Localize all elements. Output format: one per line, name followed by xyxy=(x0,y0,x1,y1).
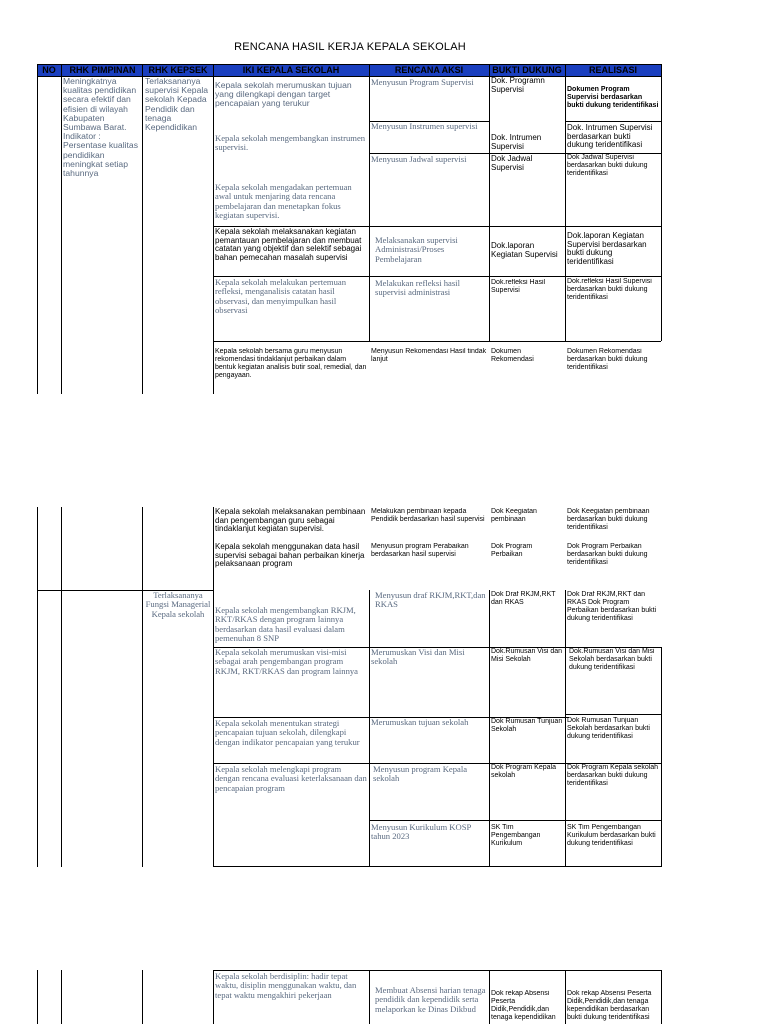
rhk-pimpinan-text: Meningkatnya kualitas pendidikan secara efektif dan efisien di wilayah Kabupaten Sumbawa Barat. Indikator : Persentase kualitas pendidikan meningkat setiap tahunnya xyxy=(63,77,138,179)
aksi-row-6: Menyusun Rekomendasi Hasil tindak lanjut xyxy=(371,348,487,363)
realisasi-row-12: Dok Program Kepala sekolah berdasarkan bukti dukung teridentifikasi xyxy=(567,764,659,787)
iki-row-5: Kepala sekolah melakukan pertemuan refleksi, menganalisis catatan hasil observasi, dan menyimpulkan hasil observasi xyxy=(215,278,347,316)
aksi-row-8: Menyusun program Perabaikan berdasarkan hasil supervisi xyxy=(371,543,469,558)
iki-row-1: Kepala sekolah merumuskan tujuan yang dilengkapi dengan target pencapaian yang terukur xyxy=(215,81,352,109)
aksi-row-4: Melaksanakan supervisi Administrasi/Proses Pembelajaran xyxy=(375,236,458,264)
header-rencana-aksi: RENCANA AKSI xyxy=(394,65,464,75)
realisasi-row-13: SK Tim Pengembangan Kurikulum berdasarkan bukti dukung teridentifikasi xyxy=(567,824,656,847)
rhk-kepsek-text: Terlaksananya supervisi Kepala sekolah Kepada Pendidik dan tenaga Kependidikan xyxy=(145,77,209,133)
bukti-row-12: Dok Program Kepala sekolah xyxy=(491,764,556,779)
bukti-row-8: Dok Program Perbaikan xyxy=(491,543,533,558)
realisasi-row-6: Dokumen Rekomendasi berdasarkan bukti dukung teridentifikasi xyxy=(567,348,648,371)
aksi-row-5: Melakukan refleksi hasil supervisi administrasi xyxy=(375,279,460,298)
iki-row-3: Kepala sekolah mengadakan pertemuan awal untuk menjaring data rencana pembelajaran dan menetapkan fokus kegiatan supervisi. xyxy=(215,183,352,221)
bukti-row-3: Dok Jadwal Supervisi xyxy=(491,155,533,172)
realisasi-row-11: Dok Rumusan Tunjuan Sekolah berdasarkan bukti dukung teridentifikasi xyxy=(567,717,650,740)
bukti-row-14: Dok rekap Absensi Peserta Didik,Pendidik,dan tenaga kependidikan xyxy=(491,990,556,1021)
iki-row-2: Kepala sekolah mengembangkan instrumen supervisi. xyxy=(215,134,366,153)
aksi-row-13: Menyusun Kurikulum KOSP tahun 2023 xyxy=(371,823,471,842)
aksi-row-12: Menyusun program Kepala sekolah xyxy=(373,765,468,784)
iki-row-6: Kepala sekolah bersama guru menyusun rekomendasi tindaklanjut perbaikan dalam bentuk kegiatan analisis butir soal, remedial, dan pengayaan. xyxy=(215,348,367,379)
iki-row-11: Kepala sekolah menentukan strategi pencapaian tujuan sekolah, dilengkapi dengan indikator pencapaian yang terukur xyxy=(215,719,360,747)
realisasi-row-8: Dok Program Perbaikan berdasarkan bukti dukung teridentifikasi xyxy=(567,543,648,566)
iki-row-12: Kepala sekolah melengkapi program dengan rencana evaluasi keterlaksanaan dan pencapaian program xyxy=(215,765,367,793)
document-title: RENCANA HASIL KERJA KEPALA SEKOLAH xyxy=(234,41,466,53)
bukti-row-13: SK Tim Pengembangan Kurikulum xyxy=(491,824,541,847)
realisasi-row-4: Dok.laporan Kegiatan Supervisi berdasarkan bukti dukung teridentifikasi xyxy=(567,232,647,266)
aksi-row-7: Melakukan pembinaan kepada Pendidik berdasarkan hasil supervisi xyxy=(371,508,485,523)
header-rhk-pimpinan: RHK PIMPINAN xyxy=(69,65,136,75)
rhk-kepsek-managerial: Terlaksananya Fungsi Managerial Kepala sekolah xyxy=(145,591,211,619)
header-bukti-dukung: BUKTI DUKUNG xyxy=(492,65,562,75)
bukti-row-9: Dok Draf RKJM,RKT dan RKAS xyxy=(491,591,556,606)
aksi-row-14: Membuat Absensi harian tenaga pendidik dan kependidik serta melaporkan ke Dinas Dikbud xyxy=(375,986,486,1014)
bukti-row-6: Dokumen Rekomendasi xyxy=(491,348,534,363)
realisasi-row-1: Dokumen Program Supervisi berdasarkan bukti dukung teridentifikasi xyxy=(567,86,659,109)
aksi-row-1: Menyusun Program Supervisi xyxy=(371,78,474,87)
aksi-row-9: Menyusun draf RKJM,RKT,dan RKAS xyxy=(375,591,486,610)
iki-row-8: Kepala sekolah menggunakan data hasil supervisi sebagai bahan perbaikan kinerja pelaksanaan program xyxy=(215,543,365,569)
bukti-row-7: Dok Keegiatan pembinaan xyxy=(491,508,537,523)
iki-row-14: Kepala sekolah berdisiplin: hadir tepat waktu, disiplin menggunakan waktu, dan tepat waktu mengakhiri pekerjaan xyxy=(215,972,357,1000)
iki-row-4: Kepala sekolah melaksanakan kegiatan pemantauan pembelajaran dan membuat catatan yang objektif dan selektif sebagai bahan pemecahan masalah supervisi xyxy=(215,228,362,262)
bukti-row-2: Dok. Intrumen Supervisi xyxy=(491,134,542,151)
bukti-row-1: Dok. Programn Supervisi xyxy=(491,77,545,94)
iki-row-7: Kepala sekolah melaksanakan pembinaan dan pengembangan guru sebagai tindaklanjut kegiatan supervisi. xyxy=(215,508,366,534)
bukti-row-4: Dok.laporan Kegiatan Supervisi xyxy=(491,242,558,259)
header-rhk-kepsek: RHK KEPSEK xyxy=(148,65,208,75)
aksi-row-11: Merumuskan tujuan sekolah xyxy=(371,718,469,727)
bukti-row-11: Dok Rumusan Tunjuan Sekolah xyxy=(491,718,563,733)
iki-row-10: Kepala sekolah merumuskan visi-misi sebagai arah pengembangan program RKJM, RKT/RKAS dan program lainnya xyxy=(215,648,358,676)
realisasi-row-3: Dok Jadwal Supervisi berdasarkan bukti dukung teridentifikasi xyxy=(567,154,648,177)
iki-row-9: Kepala sekolah mengembangkan RKJM, RKT/RKAS dengan program lainnya berdasarkan data hasil evaluasi dalam pemenuhan 8 SNP xyxy=(215,606,356,644)
realisasi-row-2: Dok. Intrumen Supervisi berdasarkan bukti dukung teridentifikasi xyxy=(567,124,653,150)
aksi-row-10: Merumuskan Visi dan Misi sekolah xyxy=(371,648,465,667)
realisasi-row-7: Dok Keegiatan pembinaan berdasarkan bukti dukung teridentifikasi xyxy=(567,508,650,531)
aksi-row-2: Menyusun Instrumen supervisi xyxy=(371,122,478,131)
realisasi-row-14: Dok rekap Absensi Peserta Didik,Pendidik,dan tenaga kependidikan berdasarkan bukti dukung teridentifikasi xyxy=(567,990,652,1021)
bukti-row-5: Dok.refleksi Hasil Supervisi xyxy=(491,279,546,294)
bukti-row-10: Dok.Rumusan Visi dan Misi Sekolah xyxy=(491,648,563,663)
header-iki: IKI KEPALA SEKOLAH xyxy=(242,65,340,75)
realisasi-row-9: Dok Draf RKJM,RKT dan RKAS Dok Program Perbaikan berdasarkan bukti dukung teridentifikasi xyxy=(567,591,657,622)
header-no: NO xyxy=(42,65,56,75)
header-realisasi: REALISASI xyxy=(588,65,637,75)
realisasi-row-10: Dok.Rumusan Visi dan Misi Sekolah berdasarkan bukti dukung teridentifikasi xyxy=(569,648,655,671)
aksi-row-3: Menyusun Jadwal supervisi xyxy=(371,155,467,164)
realisasi-row-5: Dok.refleksi Hasil Supervisi berdasarkan bukti dukung teridentifikasi xyxy=(567,278,652,301)
